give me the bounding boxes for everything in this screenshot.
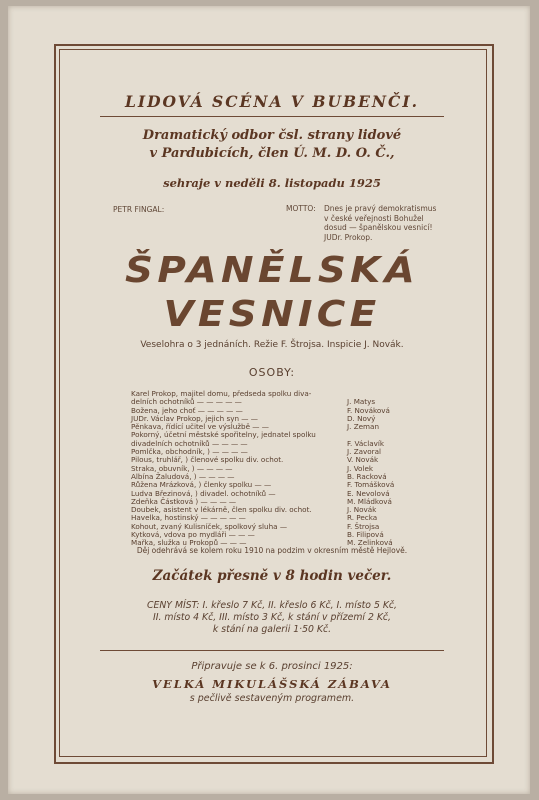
- cast-role: Kytková, vdova po mydláři — — —: [131, 530, 255, 540]
- cast-role: Pokorný, účetní městské spořitelny, jednatel spolku: [131, 430, 316, 440]
- setting-note: Děj odehrává se kolem roku 1910 na podzim v okresním městě Hejlově.: [136, 546, 408, 555]
- cast-actor: J. Zeman: [347, 422, 379, 432]
- cast-role: Ludva Březinová, ) divadel. ochotníků —: [131, 488, 276, 498]
- prices-line-1: CENY MÍST: I. křeslo 7 Kč, II. křeslo 6 Kč, I. místo 5 Kč,: [146, 600, 397, 611]
- prices-line-3: k stání na galerii 1·50 Kč.: [212, 624, 332, 635]
- cast-actor: J. Matys: [347, 397, 376, 407]
- cast-actor: M. Zelinková: [347, 538, 393, 548]
- prices-line-2: II. místo 4 Kč, III. místo 3 Kč, k stání v přízemí 2 Kč,: [153, 612, 391, 623]
- cast-actor: B. Racková: [347, 471, 387, 481]
- performance-date: sehraje v neděli 8. listopadu 1925: [163, 176, 381, 190]
- organizer-line-2: v Pardubicích, člen Ú. M. D. O. Č.,: [149, 146, 395, 161]
- play-title-line-2: VESNICE: [163, 294, 381, 335]
- cast-actor: R. Pecka: [347, 513, 378, 523]
- cast-role: Růžena Mrázková, ) členky spolku — —: [131, 480, 272, 490]
- cast-role: Božena, jeho choť — — — — —: [131, 405, 243, 415]
- cast-heading: OSOBY:: [248, 366, 296, 379]
- cast-role: Havelka, hostinský — — — — —: [131, 513, 246, 523]
- cast-role: Karel Prokop, majitel domu, předseda spolku diva-: [131, 389, 312, 398]
- cast-role: delních ochotníků — — — — —: [131, 397, 242, 407]
- author-label: PETR FINGAL:: [113, 205, 165, 214]
- cast-actor: M. Mládková: [347, 496, 392, 506]
- cast-list: [131, 390, 431, 548]
- cast-role: Doubek, asistent v lékárně, člen spolku div. ochot.: [131, 505, 312, 515]
- play-title-line-1: ŠPANĚLSKÁ: [125, 250, 419, 291]
- cast-actor: F. Štrojsa: [347, 521, 380, 531]
- cast-actor: F. Nováková: [347, 405, 390, 415]
- upcoming-event-sub: s pečlivě sestaveným programem.: [189, 693, 355, 704]
- cast-actor: J. Volek: [347, 463, 374, 473]
- cast-role: Albína Žaludová, ) — — — —: [131, 471, 235, 481]
- upcoming-event: VELKÁ MIKULÁŠSKÁ ZÁBAVA: [152, 677, 392, 691]
- cast-role: Pomlčka, obchodník, ) — — — —: [131, 447, 248, 457]
- motto-line: v české veřejnosti Bohužel: [324, 213, 424, 223]
- motto-line: Dnes je pravý demokratismus: [324, 204, 437, 213]
- cast-actor: D. Nový: [347, 413, 376, 423]
- cast-role: Zdeňka Částková ) — — — —: [131, 496, 237, 506]
- cast-role: Mařka, služka u Prokopů — — —: [131, 538, 247, 548]
- cast-actor: F. Tomášková: [347, 480, 395, 490]
- play-subtitle: Veselohra o 3 jednáních. Režie F. Štrojsa. Inspicie J. Novák.: [140, 340, 404, 350]
- divider: [100, 116, 444, 117]
- theatre-title: LIDOVÁ SCÉNA V BUBENČI.: [124, 92, 420, 111]
- motto-line: JUDr. Prokop.: [324, 232, 373, 242]
- cast-role: divadelních ochotníků — — — —: [131, 438, 248, 448]
- cast-actor: F. Václavík: [347, 438, 385, 448]
- cast-actor: J. Novák: [347, 505, 377, 515]
- cast-actor: J. Zavoral: [347, 447, 382, 457]
- cast-role: Pěnkava, řídící učitel ve výslužbě — —: [131, 422, 269, 432]
- motto: [286, 204, 436, 242]
- cast-actor: V. Novák: [347, 455, 379, 465]
- cast-actor: B. Filipová: [347, 530, 384, 540]
- cast-actor: E. Nevolová: [347, 488, 390, 498]
- motto-line: dosud — španělskou vesnicí!: [324, 223, 433, 233]
- divider: [100, 650, 444, 651]
- upcoming-prepares: Připravuje se k 6. prosinci 1925:: [191, 661, 353, 672]
- organizer-line-1: Dramatický odbor čsl. strany lidové: [142, 128, 402, 143]
- cast-role: JUDr. Václav Prokop, jejich syn — —: [131, 413, 258, 423]
- cast-role: Straka, obuvník, ) — — — —: [131, 463, 233, 473]
- motto-label: MOTTO:: [286, 204, 316, 213]
- cast-role: Pilous, truhlář, ) členové spolku div. ochot.: [131, 455, 284, 465]
- start-time: Začátek přesně v 8 hodin večer.: [152, 568, 392, 584]
- cast-role: Kohout, zvaný Kulisníček, spolkový sluha —: [131, 521, 288, 531]
